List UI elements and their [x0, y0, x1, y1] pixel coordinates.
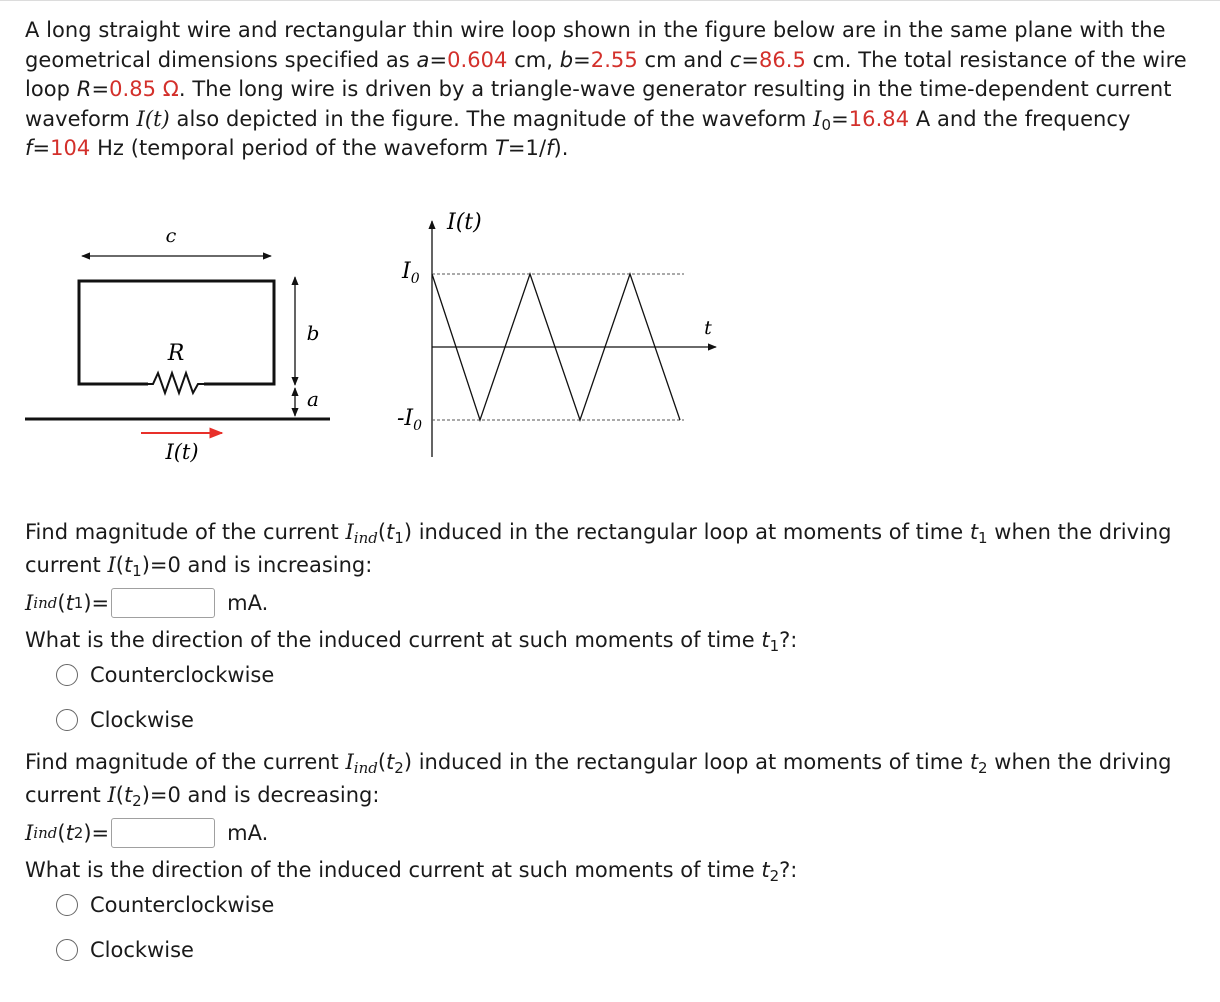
radio-button[interactable]: [56, 939, 78, 961]
answer-input-1[interactable]: [111, 588, 215, 618]
intro-text: A and the frequency: [909, 106, 1131, 131]
c-label: c: [165, 225, 177, 247]
intro-text: cm. The total resistance of the wire loop: [25, 47, 1187, 101]
var-I: I: [25, 821, 34, 845]
var-t: t: [386, 750, 395, 774]
a-label: a: [307, 387, 319, 411]
q-text: when the driving current: [25, 520, 1172, 577]
var-R: R: [76, 77, 92, 101]
var-It: I(t): [136, 106, 170, 131]
subscript: 1: [394, 529, 404, 547]
var-I: I: [25, 591, 34, 615]
subscript: 2: [394, 759, 404, 777]
var-t: t: [761, 858, 770, 882]
equals: =: [573, 47, 591, 72]
q-text: Find magnitude of the current: [25, 520, 346, 544]
var-t: t: [123, 783, 133, 807]
subscript: 2: [132, 792, 142, 810]
question-2-text: Find magnitude of the current $I_{ind}(t_2)$ induced in the rectangular loop at moments of time $t_2$ when the driving current $I(t_2)=0$ and is decreasing:: [25, 750, 1172, 810]
subscript: ind: [353, 529, 378, 547]
b-label: b: [306, 321, 320, 345]
equals: =: [91, 591, 110, 615]
radio-button[interactable]: [56, 664, 78, 686]
option-counterclockwise-1[interactable]: [56, 659, 274, 691]
graph-I0-label: $I_0$: [402, 259, 420, 287]
equals: =: [91, 821, 110, 845]
resistor-symbol: [148, 373, 204, 393]
var-t: t: [761, 628, 770, 652]
value-f: 104: [50, 136, 91, 160]
wire-loop: [79, 281, 274, 384]
direction-question-2: [25, 854, 1195, 887]
subscript: 1: [978, 529, 988, 547]
unit-label: mA.: [227, 821, 269, 845]
value-R: 0.85 Ω: [109, 77, 179, 101]
unit-text: cm and: [637, 47, 730, 72]
var-c: c: [729, 47, 742, 72]
q-text: ?:: [779, 858, 798, 882]
equals: =: [32, 136, 51, 160]
option-clockwise-1[interactable]: [56, 704, 194, 736]
var-f: f: [546, 136, 554, 160]
subscript: 2: [978, 759, 988, 777]
answer-row-2: I ind ( t 2 ) = mA.: [25, 816, 268, 850]
q-text: What is the direction of the induced current at such moments of time: [25, 628, 762, 652]
var-I: I: [345, 750, 354, 774]
var-t: t: [969, 520, 979, 544]
graph-I-label: I(t): [447, 210, 482, 235]
subscript: 0: [821, 115, 832, 134]
var-a: a: [416, 47, 430, 72]
unit-text: cm,: [507, 47, 560, 72]
option-label: Clockwise: [90, 938, 194, 962]
option-label: Counterclockwise: [90, 893, 275, 917]
value-a: 0.604: [447, 47, 508, 72]
var-t: t: [65, 591, 74, 615]
q-text: What is the direction of the induced current at such moments of time: [25, 858, 762, 882]
circuit-figure: [0, 195, 760, 480]
var-t: t: [123, 553, 133, 577]
radio-button[interactable]: [56, 709, 78, 731]
var-t: t: [386, 520, 395, 544]
equals: =: [831, 106, 849, 131]
question-1-text: Find magnitude of the current $I_{ind}(t_1)$ induced in the rectangular loop at moments of time $t_1$ when the driving current $I(t_1)=0$ and is increasing:: [25, 520, 1172, 580]
option-label: Clockwise: [90, 708, 194, 732]
intro-text: also depicted in the figure. The magnitude of the waveform: [169, 106, 814, 131]
var-I: I: [107, 783, 116, 807]
var-t: t: [65, 821, 74, 845]
value-b: 2.55: [590, 47, 638, 72]
var-T: T: [495, 136, 508, 160]
radio-button[interactable]: [56, 894, 78, 916]
wire-current-label: I(t): [165, 440, 199, 464]
answer-input-2[interactable]: [111, 818, 215, 848]
graph-t-label: t: [704, 317, 712, 339]
equals: =: [741, 47, 759, 72]
answer-row-1: I ind ( t 1 ) = mA.: [25, 586, 268, 620]
var-b: b: [559, 47, 574, 72]
intro-text: A long straight wire and rectangular thin wire loop shown in the figure below are in the same plane with the geometrical dimensions specified as: [25, 18, 1166, 72]
subscript: 1: [132, 562, 142, 580]
equals: =: [91, 77, 110, 101]
subscript: 2: [769, 867, 780, 885]
top-divider: [0, 0, 1220, 1]
q-text: ?:: [779, 628, 798, 652]
option-label: Counterclockwise: [90, 663, 275, 687]
direction-question-1: [25, 624, 1195, 657]
var-I0: I: [813, 106, 822, 131]
q-text: induced in the rectangular loop at moments of time: [412, 520, 970, 544]
var-I: I: [107, 553, 116, 577]
R-label: R: [167, 341, 185, 366]
q-text: induced in the rectangular loop at moments of time: [412, 750, 970, 774]
intro-text: =1/: [507, 136, 547, 160]
value-I0: 16.84: [848, 106, 910, 131]
graph-neg-I0-label: $-I_0$: [397, 406, 423, 434]
q-text: Find magnitude of the current: [25, 750, 346, 774]
var-f: f: [25, 136, 33, 160]
unit-label: mA.: [227, 591, 269, 615]
value-c: 86.5: [758, 47, 806, 72]
intro-text: ).: [553, 136, 569, 160]
problem-statement: [25, 16, 1195, 164]
q-text: =0 and is increasing:: [149, 553, 373, 577]
var-t: t: [969, 750, 979, 774]
option-counterclockwise-2[interactable]: [56, 889, 274, 921]
option-clockwise-2[interactable]: [56, 934, 194, 966]
subscript: 1: [769, 637, 780, 655]
intro-text: . The long wire is driven by a triangle-wave generator resulting in the time-dependent current waveform: [25, 77, 1172, 131]
q-text: =0 and is decreasing:: [149, 783, 380, 807]
q-text: when the driving current: [25, 750, 1172, 807]
equals: =: [429, 47, 448, 72]
intro-text: Hz (temporal period of the waveform: [90, 136, 496, 160]
var-I: I: [345, 520, 354, 544]
subscript: ind: [353, 759, 378, 777]
